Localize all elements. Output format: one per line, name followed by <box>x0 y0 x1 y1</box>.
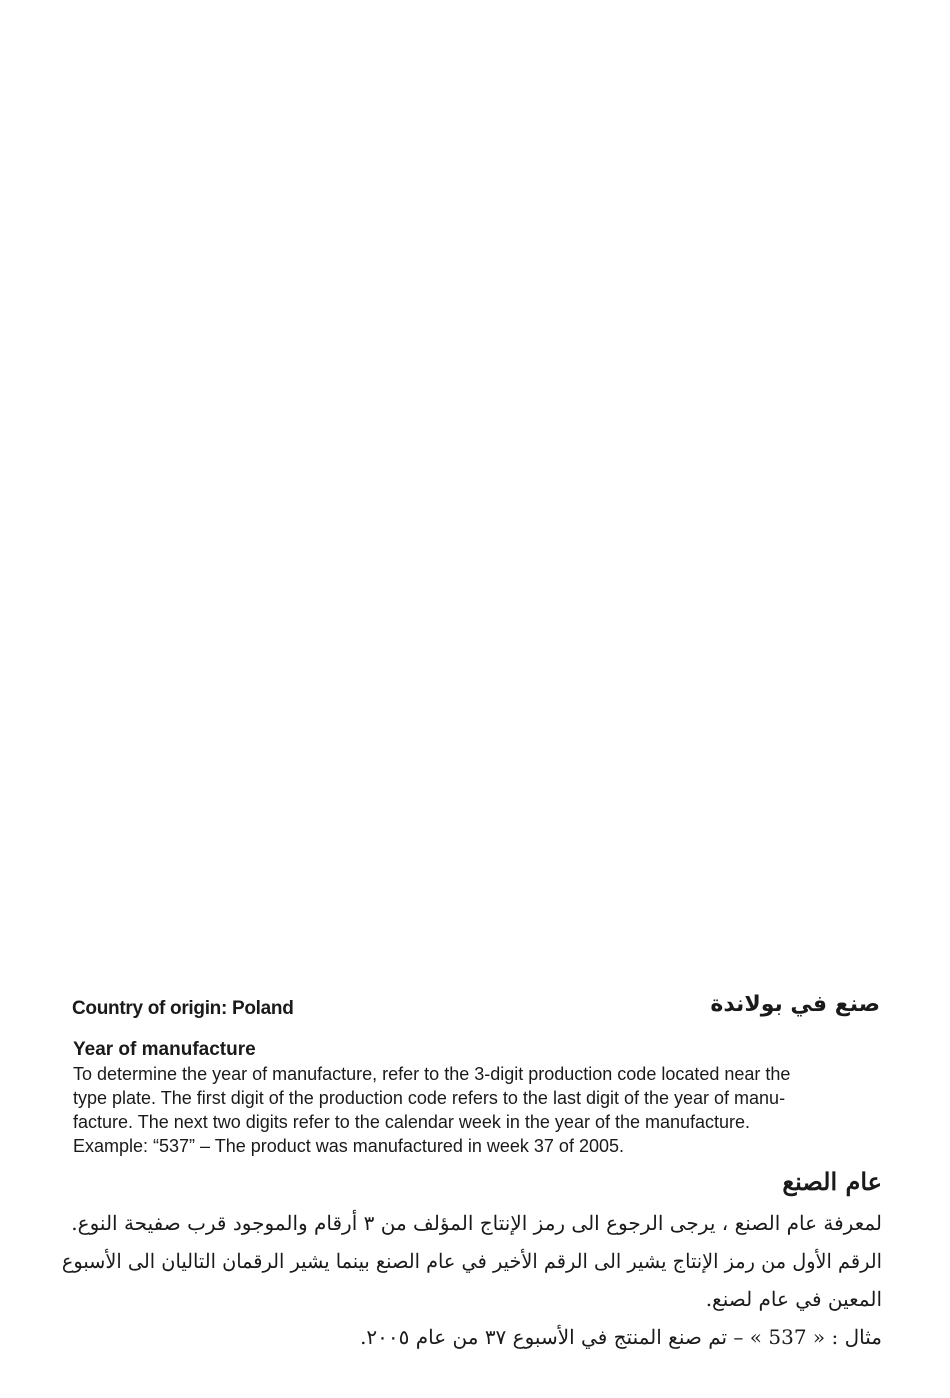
country-of-origin-english: Country of origin: Poland <box>72 998 294 1019</box>
arabic-heading: عام الصنع <box>782 1167 882 1196</box>
english-body <box>73 1062 893 1158</box>
arabic-line: المعين في عام لصنع. <box>705 1287 882 1311</box>
arabic-line: لمعرفة عام الصنع ، يرجى الرجوع الى رمز الإنتاج المؤلف من ٣ أرقام والموجود قرب صفيحة النوع. <box>71 1211 882 1235</box>
english-line: To determine the year of manufacture, refer to the 3-digit production code located near the <box>73 1064 791 1084</box>
arabic-line: الرقم الأول من رمز الإنتاج يشير الى الرقم الأخير في عام الصنع بينما يشير الرقمان التاليان الى الأسبوع <box>61 1249 883 1273</box>
arabic-line: مثال : « 537 » – تم صنع المنتج في الأسبوع ٣٧ من عام ٢٠٠٥. <box>360 1325 882 1349</box>
english-line: facture. The next two digits refer to the calendar week in the year of the manufacture. <box>73 1112 751 1132</box>
english-heading: Year of manufacture <box>73 1039 256 1060</box>
english-line: type plate. The first digit of the production code refers to the last digit of the year of manu- <box>73 1088 786 1108</box>
english-year-of-manufacture-section <box>73 1038 893 1158</box>
country-of-origin-arabic: صنع في بولاندة <box>710 992 880 1017</box>
arabic-body <box>62 1204 882 1356</box>
arabic-year-of-manufacture-section <box>62 1164 882 1356</box>
english-line: Example: “537” – The product was manufactured in week 37 of 2005. <box>73 1136 624 1156</box>
